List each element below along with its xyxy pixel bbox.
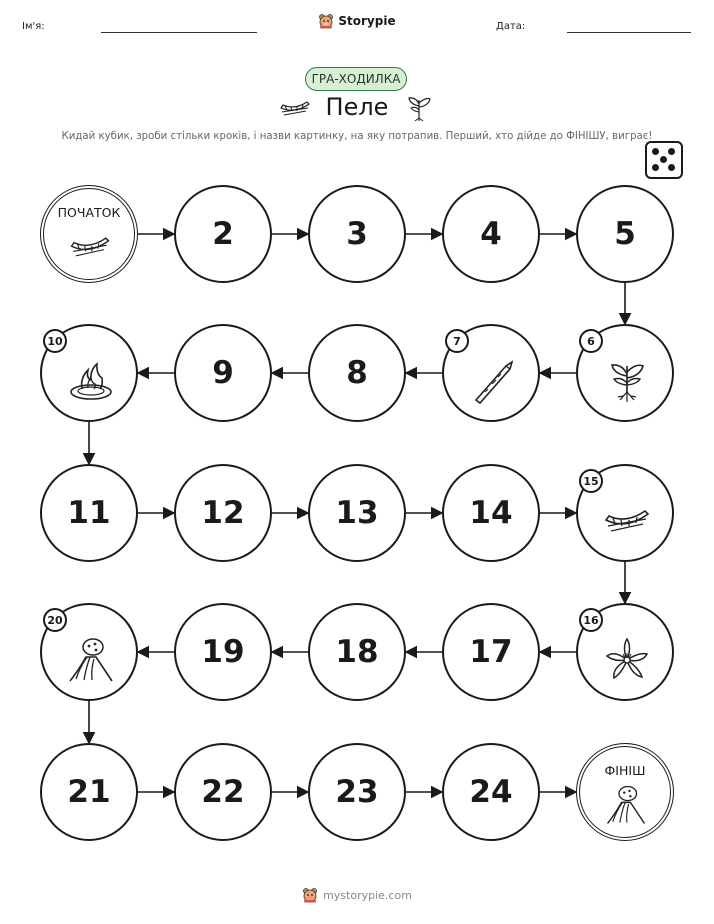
board-cell: [308, 185, 406, 283]
cell-number: 22: [201, 774, 245, 810]
cell-number: 4: [480, 216, 502, 252]
footer: [0, 887, 714, 903]
plant-icon: [602, 356, 652, 406]
date-label: Дата:: [496, 21, 526, 32]
cell-number: 3: [346, 216, 368, 252]
game-type-badge: ГРА-ХОДИЛКА: [305, 67, 407, 91]
cell-number: 12: [201, 495, 245, 531]
canoe-icon: [602, 496, 652, 546]
canoe-icon: [66, 225, 114, 269]
board-cell: [174, 324, 272, 422]
cell-number: 19: [201, 634, 245, 670]
campfire-icon: [66, 356, 116, 406]
cell-number: 9: [212, 355, 234, 391]
cell-number: 5: [614, 216, 636, 252]
cell-number: 24: [469, 774, 513, 810]
board-cell: [442, 464, 540, 562]
cell-number-badge: 7: [445, 329, 469, 353]
volcano-icon: [602, 783, 650, 827]
cell-number-badge: 20: [43, 608, 67, 632]
finish-cell: [576, 743, 674, 841]
cell-number-badge: 6: [579, 329, 603, 353]
cell-number: 23: [335, 774, 379, 810]
board-cell: [308, 324, 406, 422]
cell-number: 8: [346, 355, 368, 391]
cell-number: 11: [67, 495, 111, 531]
cell-number: 14: [469, 495, 513, 531]
board-cell: [576, 185, 674, 283]
cell-number: 2: [212, 216, 234, 252]
cell-label: ФІНІШ: [604, 763, 646, 778]
board-cell: [442, 743, 540, 841]
brand-name: Storypie: [338, 14, 396, 28]
footer-url[interactable]: mystorypie.com: [323, 888, 412, 902]
board-cell: [442, 603, 540, 701]
board-cell: [40, 464, 138, 562]
cell-number-badge: 10: [43, 329, 67, 353]
cell-number-badge: 16: [579, 608, 603, 632]
cell-number: 13: [335, 495, 379, 531]
board-cell: [308, 743, 406, 841]
board-cell: [174, 185, 272, 283]
board-cell: [174, 603, 272, 701]
instructions: Кидай кубик, зроби стільки кроків, і назви картинку, на яку потрапив. Перший, хто дійде до ФІНІШУ, виграє!: [61, 131, 653, 142]
cell-number: 17: [469, 634, 513, 670]
cell-number: 21: [67, 774, 111, 810]
cell-number: 18: [335, 634, 379, 670]
board-cell: [442, 185, 540, 283]
board-cell: [308, 464, 406, 562]
board-cell: [174, 743, 272, 841]
cell-number-badge: 15: [579, 469, 603, 493]
board-cell: [40, 743, 138, 841]
cell-label: ПОЧАТОК: [57, 205, 121, 220]
name-label: Ім'я:: [22, 21, 45, 32]
page-title: Пеле: [325, 93, 389, 121]
board-cell: [174, 464, 272, 562]
stick-icon: [468, 356, 518, 406]
storypie-bear-icon: [302, 887, 318, 903]
board-cell: [308, 603, 406, 701]
volcano-icon: [66, 635, 116, 685]
flower-icon: [602, 635, 652, 685]
start-cell: [40, 185, 138, 283]
